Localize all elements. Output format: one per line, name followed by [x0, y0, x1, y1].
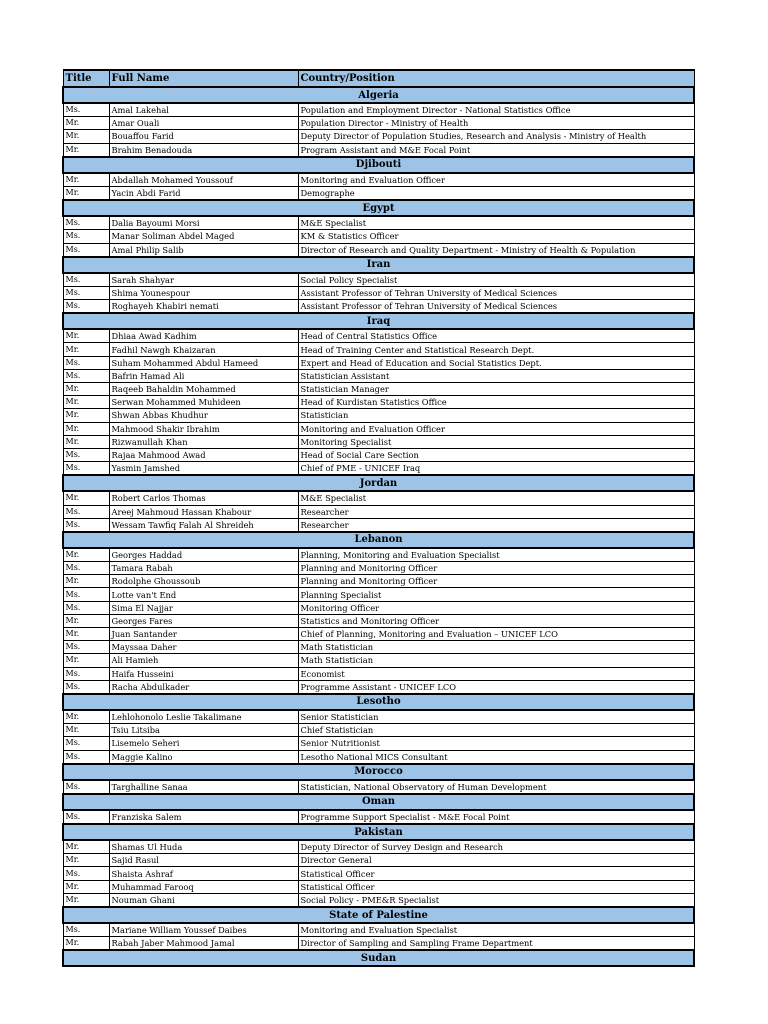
cell-title: Mr. [63, 548, 109, 562]
cell-position: Statistician Manager [298, 383, 694, 396]
table-row [63, 273, 694, 287]
cell-title: Ms. [63, 300, 109, 314]
cell-position: Senior Statistician [298, 710, 694, 724]
table-row [63, 396, 694, 409]
cell-full-name: Shaista Ashraf [109, 867, 298, 880]
header-full-name: Full Name [109, 70, 298, 87]
table-row [63, 575, 694, 588]
table-row [63, 230, 694, 243]
cell-position: Researcher [298, 518, 694, 532]
cell-title: Ms. [63, 562, 109, 575]
table-row [63, 780, 694, 794]
table-row [63, 300, 694, 314]
cell-title: Ms. [63, 103, 109, 117]
country-name: Jordan [63, 475, 694, 491]
table-row [63, 173, 694, 187]
cell-full-name: Rizwanullah Khan [109, 435, 298, 448]
cell-title: Ms. [63, 601, 109, 614]
cell-position: Chief Statistician [298, 724, 694, 737]
cell-full-name: Nouman Ghani [109, 893, 298, 907]
table-row [63, 893, 694, 907]
cell-position: Lesotho National MICS Consultant [298, 750, 694, 764]
cell-full-name: Roghayeh Khabiri nemati [109, 300, 298, 314]
country-name: Sudan [63, 950, 694, 966]
table-row [63, 840, 694, 854]
cell-title: Ms. [63, 518, 109, 532]
cell-full-name: Fadhil Nawgh Khaizaran [109, 343, 298, 356]
cell-full-name: Mayssaa Daher [109, 641, 298, 654]
table-row [63, 448, 694, 461]
cell-title: Mr. [63, 343, 109, 356]
cell-full-name: Rabah Jaber Mahmood Jamal [109, 937, 298, 951]
cell-full-name: Abdallah Mohamed Youssouf [109, 173, 298, 187]
country-name: Egypt [63, 200, 694, 216]
cell-full-name: Wessam Tawfiq Falah Al Shreideh [109, 518, 298, 532]
table-row [63, 628, 694, 641]
cell-full-name: Raqeeb Bahaldin Mohammed [109, 383, 298, 396]
cell-title: Mr. [63, 880, 109, 893]
country-section-row [63, 87, 694, 103]
cell-full-name: Tamara Rabah [109, 562, 298, 575]
cell-full-name: Haifa Husseini [109, 667, 298, 680]
header-title: Title [63, 70, 109, 87]
table-row [63, 243, 694, 257]
cell-full-name: Mariane William Youssef Daibes [109, 923, 298, 937]
cell-position: Population and Employment Director - National Statistics Office [298, 103, 694, 117]
table-row [63, 130, 694, 143]
cell-position: Head of Training Center and Statistical Research Dept. [298, 343, 694, 356]
cell-full-name: Yasmin Jamshed [109, 462, 298, 476]
cell-full-name: Rodolphe Ghoussoub [109, 575, 298, 588]
cell-title: Mr. [63, 575, 109, 588]
cell-full-name: Shima Younespour [109, 286, 298, 299]
table-row [63, 923, 694, 937]
table-row [63, 356, 694, 369]
cell-position: Monitoring Specialist [298, 435, 694, 448]
cell-full-name: Lotte van't End [109, 588, 298, 601]
cell-full-name: Sima El Najjar [109, 601, 298, 614]
cell-position: Economist [298, 667, 694, 680]
cell-position: Assistant Professor of Tehran University of Medical Sciences [298, 286, 694, 299]
country-section-row [63, 907, 694, 923]
cell-title: Ms. [63, 737, 109, 750]
cell-full-name: Rajaa Mahmood Awad [109, 448, 298, 461]
table-row [63, 588, 694, 601]
header-row [63, 70, 694, 87]
table-row [63, 409, 694, 422]
table-row [63, 422, 694, 435]
cell-position: Chief of PME - UNICEF Iraq [298, 462, 694, 476]
table-row [63, 810, 694, 824]
country-name: Morocco [63, 764, 694, 780]
cell-position: Head of Kurdistan Statistics Office [298, 396, 694, 409]
country-name: Lebanon [63, 532, 694, 548]
cell-position: Deputy Director of Survey Design and Research [298, 840, 694, 854]
cell-position: Monitoring and Evaluation Specialist [298, 923, 694, 937]
cell-position: Planning and Monitoring Officer [298, 575, 694, 588]
cell-title: Ms. [63, 780, 109, 794]
country-name: Lesotho [63, 694, 694, 710]
cell-full-name: Amal Philip Salib [109, 243, 298, 257]
cell-position: Director General [298, 854, 694, 867]
table-row [63, 286, 694, 299]
cell-title: Mr. [63, 654, 109, 667]
cell-position: M&E Specialist [298, 491, 694, 505]
table-row [63, 724, 694, 737]
country-name: Iraq [63, 313, 694, 329]
cell-position: Math Statistician [298, 654, 694, 667]
country-section-row [63, 694, 694, 710]
cell-position: Population Director - Ministry of Health [298, 117, 694, 130]
cell-position: Statistician [298, 409, 694, 422]
cell-full-name: Juan Santander [109, 628, 298, 641]
cell-title: Ms. [63, 369, 109, 382]
cell-title: Ms. [63, 216, 109, 230]
cell-title: Mr. [63, 854, 109, 867]
table-row [63, 880, 694, 893]
cell-full-name: Amar Ouali [109, 117, 298, 130]
cell-title: Ms. [63, 588, 109, 601]
cell-position: M&E Specialist [298, 216, 694, 230]
cell-title: Ms. [63, 462, 109, 476]
country-name: Djibouti [63, 157, 694, 173]
cell-position: Programme Support Specialist - M&E Focal Point [298, 810, 694, 824]
country-section-row [63, 824, 694, 840]
table-row [63, 680, 694, 694]
cell-position: Director of Sampling and Sampling Frame Department [298, 937, 694, 951]
country-section-row [63, 313, 694, 329]
cell-title: Mr. [63, 130, 109, 143]
cell-title: Ms. [63, 356, 109, 369]
table-row [63, 867, 694, 880]
country-name: Pakistan [63, 824, 694, 840]
cell-position: Senior Nutritionist [298, 737, 694, 750]
cell-title: Mr. [63, 422, 109, 435]
cell-position: Head of Central Statistics Office [298, 329, 694, 343]
cell-title: Ms. [63, 810, 109, 824]
cell-title: Mr. [63, 143, 109, 157]
cell-full-name: Serwan Mohammed Muhideen [109, 396, 298, 409]
cell-full-name: Sarah Shahyar [109, 273, 298, 287]
cell-position: Programme Assistant - UNICEF LCO [298, 680, 694, 694]
cell-position: KM & Statistics Officer [298, 230, 694, 243]
cell-full-name: Georges Fares [109, 614, 298, 627]
cell-title: Mr. [63, 491, 109, 505]
cell-title: Mr. [63, 893, 109, 907]
cell-position: Planning and Monitoring Officer [298, 562, 694, 575]
cell-position: Statistical Officer [298, 867, 694, 880]
table-row [63, 614, 694, 627]
cell-title: Ms. [63, 641, 109, 654]
cell-title: Mr. [63, 383, 109, 396]
table-row [63, 854, 694, 867]
country-section-row [63, 475, 694, 491]
country-section-row [63, 764, 694, 780]
cell-position: Monitoring Officer [298, 601, 694, 614]
cell-full-name: Georges Haddad [109, 548, 298, 562]
cell-position: Statistician Assistant [298, 369, 694, 382]
table-row [63, 383, 694, 396]
cell-full-name: Bouaffou Farid [109, 130, 298, 143]
cell-title: Mr. [63, 117, 109, 130]
country-section-row [63, 794, 694, 810]
table-row [63, 654, 694, 667]
cell-position: Monitoring and Evaluation Officer [298, 422, 694, 435]
cell-title: Ms. [63, 273, 109, 287]
participants-table-body [63, 70, 694, 966]
cell-full-name: Manar Soliman Abdel Maged [109, 230, 298, 243]
table-row [63, 143, 694, 157]
country-name: Algeria [63, 87, 694, 103]
cell-title: Ms. [63, 230, 109, 243]
cell-full-name: Areej Mahmoud Hassan Khabour [109, 505, 298, 518]
country-section-row [63, 200, 694, 216]
cell-title: Ms. [63, 923, 109, 937]
cell-title: Ms. [63, 680, 109, 694]
table-row [63, 548, 694, 562]
table-row [63, 329, 694, 343]
table-row [63, 518, 694, 532]
cell-position: Researcher [298, 505, 694, 518]
cell-full-name: Sajid Rasul [109, 854, 298, 867]
cell-position: Planning, Monitoring and Evaluation Specialist [298, 548, 694, 562]
cell-title: Mr. [63, 329, 109, 343]
cell-position: Monitoring and Evaluation Officer [298, 173, 694, 187]
table-row [63, 462, 694, 476]
cell-title: Mr. [63, 724, 109, 737]
cell-full-name: Franziska Salem [109, 810, 298, 824]
cell-title: Mr. [63, 628, 109, 641]
header-country-position: Country/Position [298, 70, 694, 87]
cell-position: Demographe [298, 186, 694, 200]
cell-position: Assistant Professor of Tehran University of Medical Sciences [298, 300, 694, 314]
cell-position: Director of Research and Quality Department - Ministry of Health & Population [298, 243, 694, 257]
country-section-row [63, 257, 694, 273]
table-row [63, 186, 694, 200]
table-row [63, 216, 694, 230]
cell-full-name: Mahmood Shakir Ibrahim [109, 422, 298, 435]
cell-full-name: Lehlohonolo Leslie Takalimane [109, 710, 298, 724]
cell-position: Statistics and Monitoring Officer [298, 614, 694, 627]
table-row [63, 737, 694, 750]
cell-title: Ms. [63, 867, 109, 880]
cell-position: Expert and Head of Education and Social Statistics Dept. [298, 356, 694, 369]
cell-position: Deputy Director of Population Studies, Research and Analysis - Ministry of Health [298, 130, 694, 143]
cell-full-name: Dhiaa Awad Kadhim [109, 329, 298, 343]
table-row [63, 667, 694, 680]
cell-title: Ms. [63, 243, 109, 257]
cell-title: Mr. [63, 937, 109, 951]
country-section-row [63, 950, 694, 966]
table-row [63, 710, 694, 724]
table-row [63, 505, 694, 518]
table-row [63, 117, 694, 130]
table-row [63, 343, 694, 356]
cell-title: Ms. [63, 667, 109, 680]
table-row [63, 491, 694, 505]
cell-title: Ms. [63, 286, 109, 299]
cell-title: Mr. [63, 614, 109, 627]
participants-table [62, 69, 695, 967]
cell-title: Mr. [63, 173, 109, 187]
cell-position: Social Policy Specialist [298, 273, 694, 287]
cell-position: Head of Social Care Section [298, 448, 694, 461]
cell-full-name: Maggie Kalino [109, 750, 298, 764]
cell-position: Math Statistician [298, 641, 694, 654]
cell-position: Statistician, National Observatory of Human Development [298, 780, 694, 794]
country-section-row [63, 532, 694, 548]
cell-full-name: Brahim Benadouda [109, 143, 298, 157]
cell-full-name: Lisemelo Seheri [109, 737, 298, 750]
cell-full-name: Shwan Abbas Khudhur [109, 409, 298, 422]
cell-full-name: Ali Hamieh [109, 654, 298, 667]
table-row [63, 641, 694, 654]
cell-title: Ms. [63, 448, 109, 461]
cell-full-name: Amal Lakehal [109, 103, 298, 117]
country-name: Oman [63, 794, 694, 810]
table-row [63, 369, 694, 382]
cell-full-name: Tsiu Litsiba [109, 724, 298, 737]
cell-title: Mr. [63, 710, 109, 724]
cell-position: Social Policy - PME&R Specialist [298, 893, 694, 907]
table-row [63, 435, 694, 448]
cell-position: Statistical Officer [298, 880, 694, 893]
cell-full-name: Muhammad Farooq [109, 880, 298, 893]
cell-title: Ms. [63, 505, 109, 518]
cell-position: Planning Specialist [298, 588, 694, 601]
cell-full-name: Racha Abdulkader [109, 680, 298, 694]
table-row [63, 601, 694, 614]
cell-full-name: Yacin Abdi Farid [109, 186, 298, 200]
cell-title: Mr. [63, 840, 109, 854]
country-section-row [63, 157, 694, 173]
cell-full-name: Robert Carlos Thomas [109, 491, 298, 505]
cell-full-name: Targhalline Sanaa [109, 780, 298, 794]
country-name: Iran [63, 257, 694, 273]
table-row [63, 750, 694, 764]
cell-full-name: Bafrin Hamad Ali [109, 369, 298, 382]
country-name: State of Palestine [63, 907, 694, 923]
cell-title: Mr. [63, 435, 109, 448]
cell-title: Mr. [63, 186, 109, 200]
cell-title: Mr. [63, 409, 109, 422]
cell-full-name: Shamas Ul Huda [109, 840, 298, 854]
cell-position: Program Assistant and M&E Focal Point [298, 143, 694, 157]
table-row [63, 103, 694, 117]
table-row [63, 562, 694, 575]
cell-full-name: Suham Mohammed Abdul Hameed [109, 356, 298, 369]
cell-title: Mr. [63, 396, 109, 409]
cell-position: Chief of Planning, Monitoring and Evaluation – UNICEF LCO [298, 628, 694, 641]
cell-title: Ms. [63, 750, 109, 764]
cell-full-name: Dalia Bayoumi Morsi [109, 216, 298, 230]
table-row [63, 937, 694, 951]
